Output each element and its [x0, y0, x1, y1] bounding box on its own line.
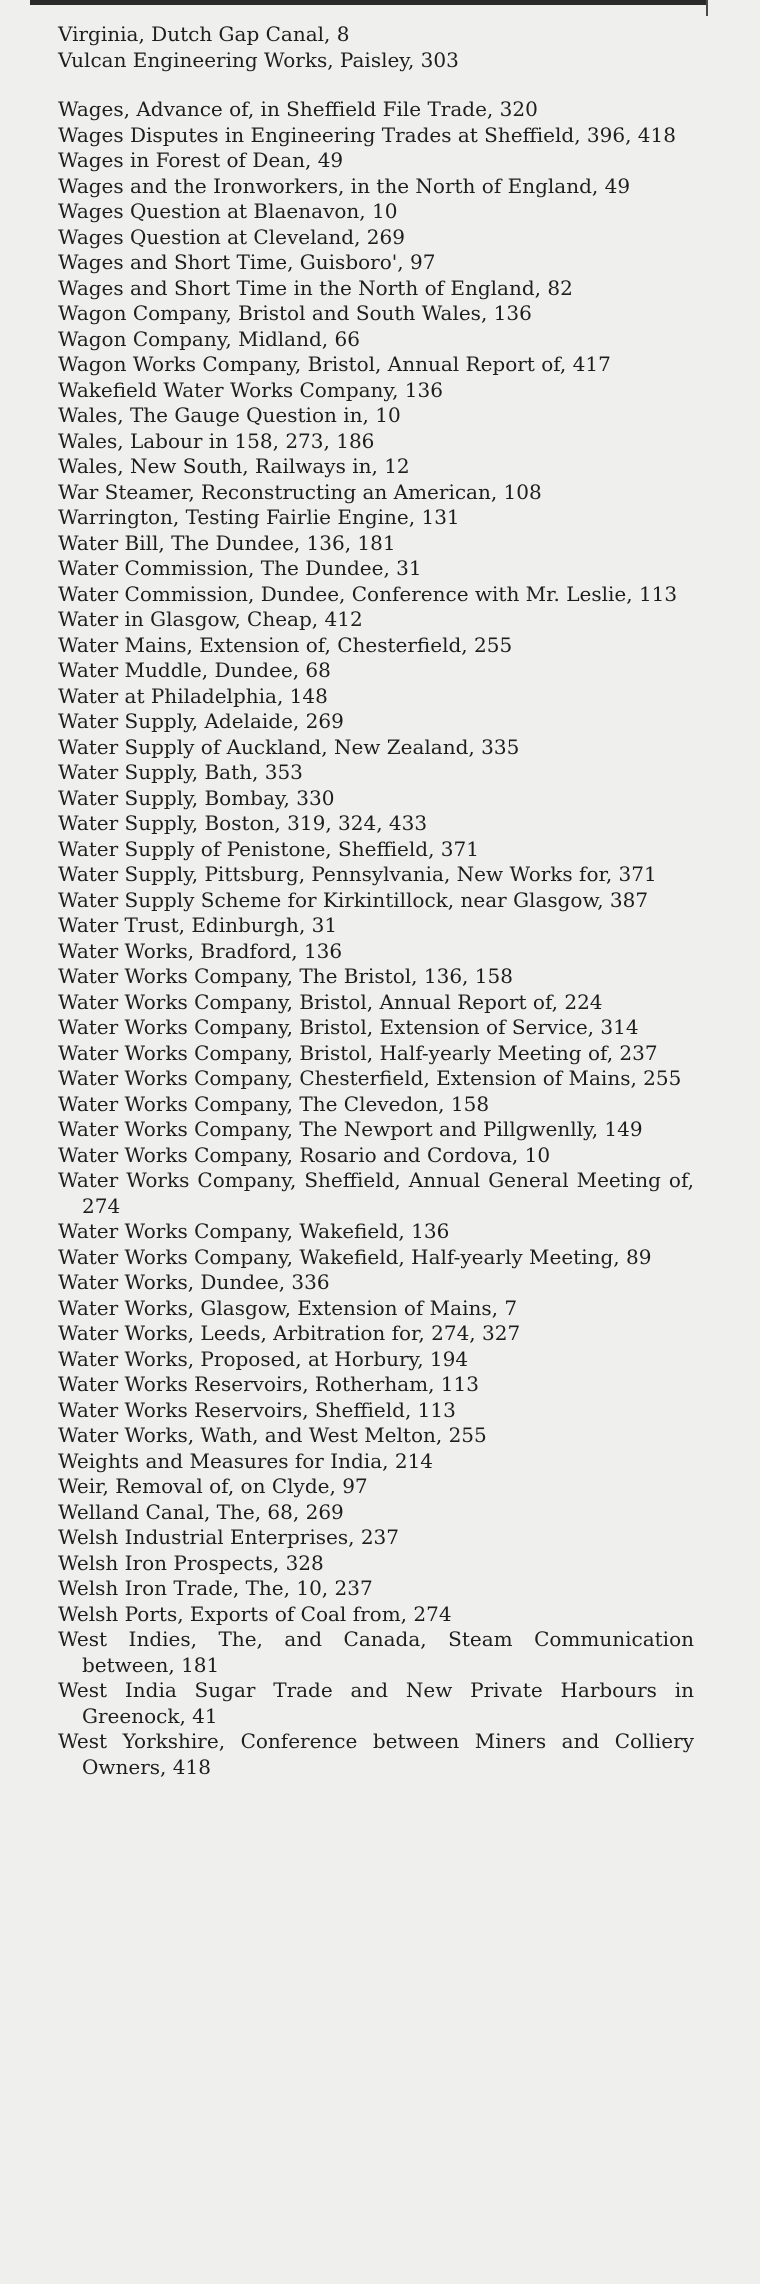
index-entry: Water Works Company, The Newport and Pillgwenlly, 149	[58, 1117, 643, 1141]
index-entry: Weights and Measures for India, 214	[58, 1448, 434, 1473]
index-entry: West Indies, The, and Canada, Steam Communication between, 181	[58, 1627, 694, 1677]
index-entry: Water Works Reservoirs, Sheffield, 113	[58, 1397, 456, 1422]
index-entry: Wages, Advance of, in Sheffield File Trade, 320	[58, 97, 538, 121]
column-rule	[706, 0, 708, 16]
index-entry: Weir, Removal of, on Clyde, 97	[58, 1474, 368, 1498]
index-entry: Water Supply Scheme for Kirkintillock, near Glasgow, 387	[58, 887, 649, 912]
index-entry: Water Supply, Bombay, 330	[58, 785, 335, 810]
index-entry: Wales, Labour in 158, 273, 186	[58, 428, 375, 453]
index-entry: Water Works Company, The Clevedon, 158	[58, 1091, 490, 1116]
index-entry: Wagon Works Company, Bristol, Annual Report of, 417	[58, 352, 611, 376]
index-entry: Welsh Iron Trade, The, 10, 237	[58, 1576, 373, 1600]
index-entry: Water Mains, Extension of, Chesterfield, 255	[58, 632, 513, 657]
index-entry: Water Works Company, Wakefield, 136	[58, 1219, 450, 1243]
index-entry: Water Supply, Bath, 353	[58, 760, 303, 784]
index-entry: Wages Disputes in Engineering Trades at Sheffield, 396, 418	[58, 122, 676, 147]
index-entry: Welland Canal, The, 68, 269	[58, 1499, 344, 1524]
index-entry: Vulcan Engineering Works, Paisley, 303	[58, 47, 459, 72]
index-entry: Water Bill, The Dundee, 136, 181	[58, 530, 396, 555]
index-entry: Water in Glasgow, Cheap, 412	[58, 607, 363, 631]
index-entry: Water Works Reservoirs, Rotherham, 113	[58, 1372, 479, 1396]
index-entry: Wales, The Gauge Question in, 10	[58, 403, 401, 427]
index-entry: Wages and Short Time in the North of England, 82	[58, 275, 573, 300]
index-entry: Water Works Company, Wakefield, Half-yearly Meeting, 89	[58, 1244, 652, 1269]
index-entry: Water Commission, The Dundee, 31	[58, 556, 422, 580]
index-entry: Water Works, Bradford, 136	[58, 938, 343, 963]
index-entry: Welsh Industrial Enterprises, 237	[58, 1525, 399, 1549]
index-entry: Wages Question at Cleveland, 269	[58, 224, 405, 249]
index-list	[58, 22, 694, 1780]
index-entry: Welsh Iron Prospects, 328	[58, 1550, 324, 1575]
index-entry: Water Works, Proposed, at Horbury, 194	[58, 1346, 469, 1371]
index-entry: Virginia, Dutch Gap Canal, 8	[58, 22, 350, 46]
index-entry: Water Muddle, Dundee, 68	[58, 658, 331, 682]
top-rule	[30, 0, 706, 5]
index-entry: War Steamer, Reconstructing an American, 108	[58, 479, 542, 504]
index-entry: Water Supply of Penistone, Sheffield, 371	[58, 836, 479, 861]
index-entry: West India Sugar Trade and New Private Harbours in Greenock, 41	[58, 1678, 694, 1728]
index-entry: Water Works Company, Bristol, Extension of Service, 314	[58, 1015, 639, 1039]
index-entry: Welsh Ports, Exports of Coal from, 274	[58, 1601, 452, 1626]
index-entry: Water Works Company, Bristol, Annual Report of, 224	[58, 989, 603, 1014]
index-entry: Water Commission, Dundee, Conference with Mr. Leslie, 113	[58, 581, 678, 606]
index-entry: Water Works, Leeds, Arbitration for, 274, 327	[58, 1321, 521, 1345]
index-entry: Water Works, Dundee, 336	[58, 1270, 330, 1294]
index-entry: Water Supply, Adelaide, 269	[58, 709, 344, 733]
index-entry: Wages Question at Blaenavon, 10	[58, 199, 398, 223]
index-entry: Water Supply, Boston, 319, 324, 433	[58, 811, 428, 835]
index-entry: Wagon Company, Bristol and South Wales, 136	[58, 301, 532, 325]
index-entry: Water Works Company, Bristol, Half-yearly Meeting of, 237	[58, 1040, 658, 1065]
index-entry: Water Works Company, Chesterfield, Extension of Mains, 255	[58, 1066, 682, 1090]
index-entry: Wages in Forest of Dean, 49	[58, 148, 344, 172]
index-entry: Water at Philadelphia, 148	[58, 683, 328, 708]
index-entry: Wales, New South, Railways in, 12	[58, 454, 410, 478]
index-entry: Wages and the Ironworkers, in the North of England, 49	[58, 173, 631, 198]
index-entry: Water Works, Wath, and West Melton, 255	[58, 1423, 487, 1447]
index-entry: Warrington, Testing Fairlie Engine, 131	[58, 505, 460, 529]
index-entry: Water Trust, Edinburgh, 31	[58, 913, 338, 937]
index-entry: Wakefield Water Works Company, 136	[58, 377, 443, 402]
index-entry: Water Works Company, Sheffield, Annual General Meeting of, 274	[58, 1168, 694, 1218]
index-entry: Water Supply of Auckland, New Zealand, 335	[58, 734, 520, 759]
index-entry: Water Works Company, Rosario and Cordova, 10	[58, 1142, 551, 1167]
index-entry: Wages and Short Time, Guisboro', 97	[58, 250, 436, 274]
index-entry: Water Works Company, The Bristol, 136, 158	[58, 964, 513, 988]
index-entry: Water Works, Glasgow, Extension of Mains, 7	[58, 1295, 518, 1320]
index-entry: Wagon Company, Midland, 66	[58, 326, 360, 351]
index-entry: West Yorkshire, Conference between Miners and Colliery Owners, 418	[58, 1729, 694, 1779]
index-entry: Water Supply, Pittsburg, Pennsylvania, New Works for, 371	[58, 862, 657, 886]
